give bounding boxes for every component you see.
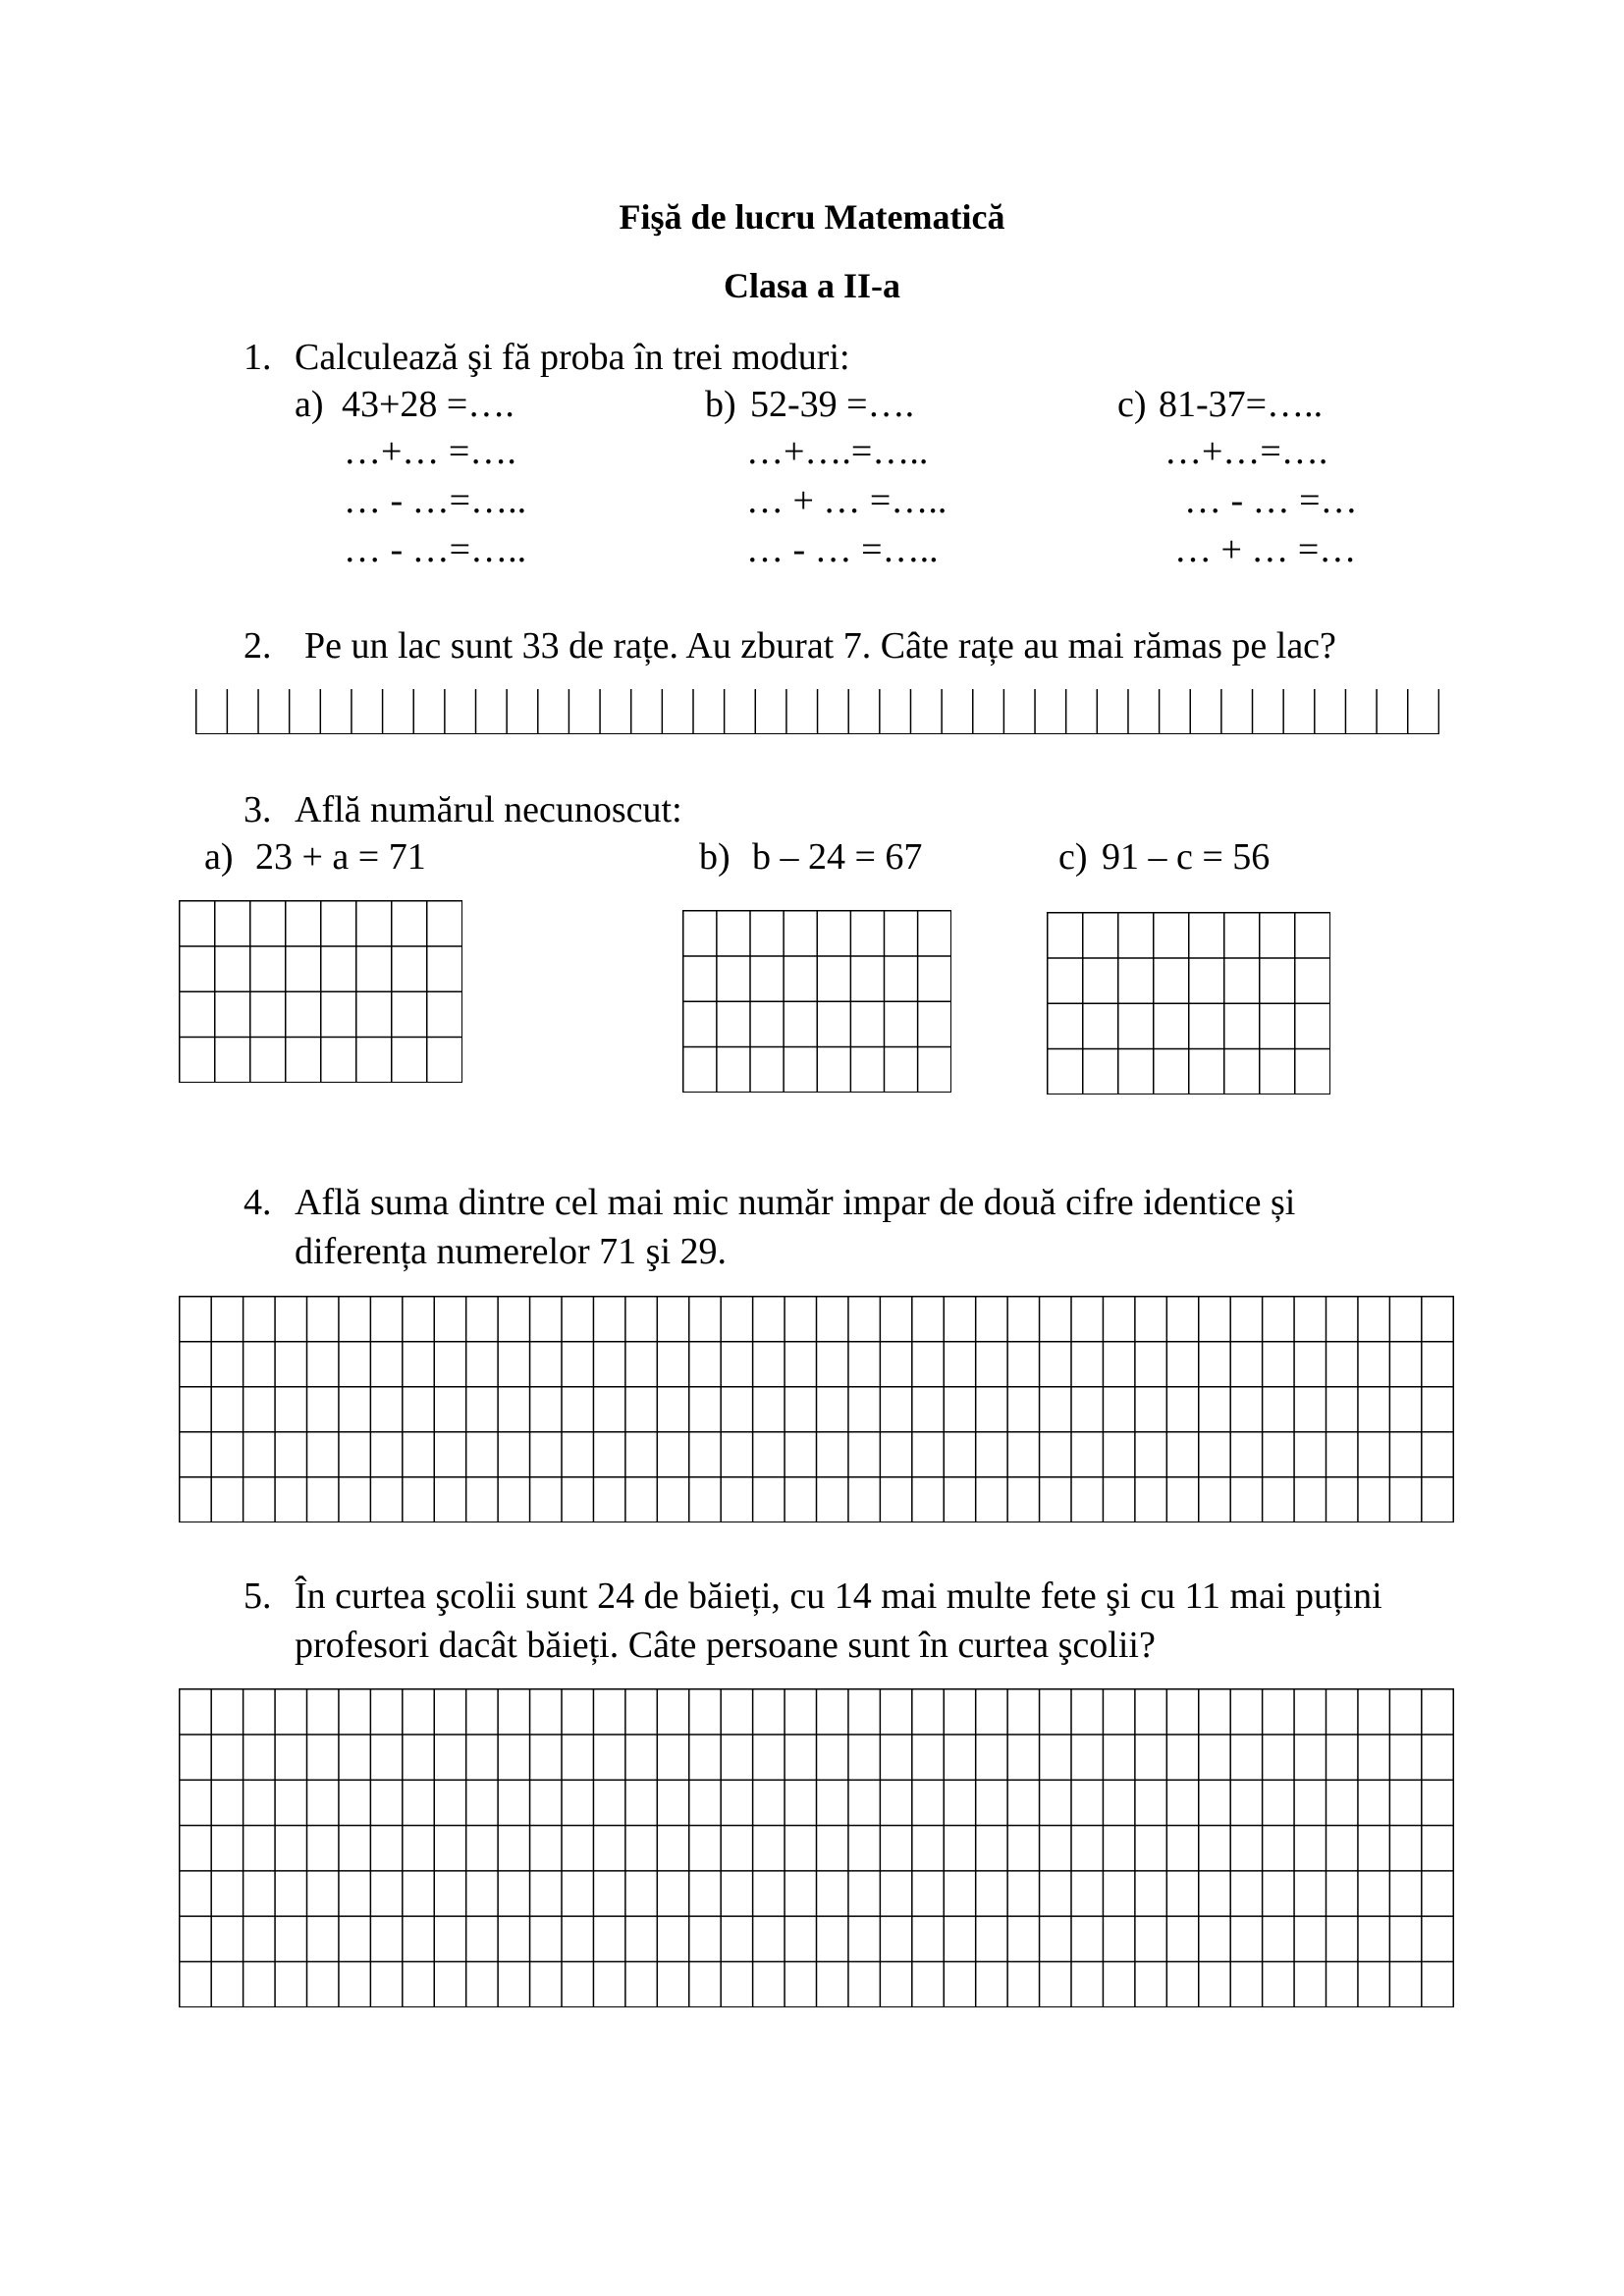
- exercise-2-number: 2.: [244, 625, 272, 667]
- exercise-3-number: 3.: [244, 789, 272, 830]
- exercise-3a-answer-grid[interactable]: [179, 900, 462, 1083]
- exercise-3-prompt: Află numărul necunoscut:: [295, 789, 682, 830]
- exercise-3c-label: c): [1058, 836, 1088, 878]
- worksheet-title: Fişă de lucru Matematică: [619, 197, 1005, 237]
- exercise-1a-line-3: … - …=…..: [344, 480, 527, 521]
- exercise-1c-line-1: 81-37=…..: [1159, 384, 1324, 425]
- exercise-4-line-1: Află suma dintre cel mai mic număr impar de două cifre identice și: [295, 1182, 1296, 1223]
- exercise-1c-line-3: … - … =…: [1184, 480, 1358, 521]
- exercise-1a-line-1: 43+28 =….: [342, 384, 514, 425]
- exercise-3b-label: b): [699, 836, 731, 878]
- exercise-4-answer-grid[interactable]: [179, 1296, 1454, 1522]
- exercise-5-number: 5.: [244, 1575, 272, 1617]
- exercise-1c-line-2: …+…=….: [1164, 431, 1328, 472]
- exercise-1c-label: c): [1117, 384, 1147, 425]
- exercise-2-answer-grid[interactable]: [195, 689, 1439, 734]
- exercise-1-prompt: Calculează şi fă proba în trei moduri:: [295, 337, 850, 378]
- exercise-3a-equation: 23 + a = 71: [255, 836, 426, 878]
- exercise-5-line-1: În curtea şcolii sunt 24 de băieți, cu 14 mai multe fete şi cu 11 mai puțini: [295, 1575, 1382, 1617]
- exercise-1c-line-4: … + … =…: [1174, 529, 1357, 570]
- exercise-5-answer-grid[interactable]: [179, 1688, 1454, 2007]
- exercise-3b-answer-grid[interactable]: [682, 910, 951, 1093]
- exercise-3c-answer-grid[interactable]: [1047, 912, 1330, 1095]
- exercise-1a-line-4: … - …=…..: [344, 529, 527, 570]
- worksheet-subtitle: Clasa a II-a: [723, 266, 901, 305]
- exercise-2-prompt: Pe un lac sunt 33 de rațe. Au zburat 7. Câte rațe au mai rămas pe lac?: [304, 625, 1336, 667]
- exercise-3b-equation: b – 24 = 67: [752, 836, 923, 878]
- exercise-5-line-2: profesori dacât băieți. Câte persoane sunt în curtea şcolii?: [295, 1625, 1156, 1666]
- exercise-4-number: 4.: [244, 1182, 272, 1223]
- exercise-1b-line-2: …+….=…..: [746, 431, 929, 472]
- exercise-3c-equation: 91 – c = 56: [1102, 836, 1271, 878]
- exercise-1a-line-2: …+… =….: [344, 431, 516, 472]
- exercise-1-number: 1.: [244, 337, 272, 378]
- exercise-1a-label: a): [295, 384, 324, 425]
- exercise-1b-line-4: … - … =…..: [746, 529, 939, 570]
- exercise-3a-label: a): [204, 836, 234, 878]
- exercise-1b-line-3: … + … =…..: [746, 480, 947, 521]
- exercise-4-line-2: diferența numerelor 71 şi 29.: [295, 1231, 728, 1272]
- exercise-1b-label: b): [705, 384, 736, 425]
- exercise-1b-line-1: 52-39 =….: [750, 384, 915, 425]
